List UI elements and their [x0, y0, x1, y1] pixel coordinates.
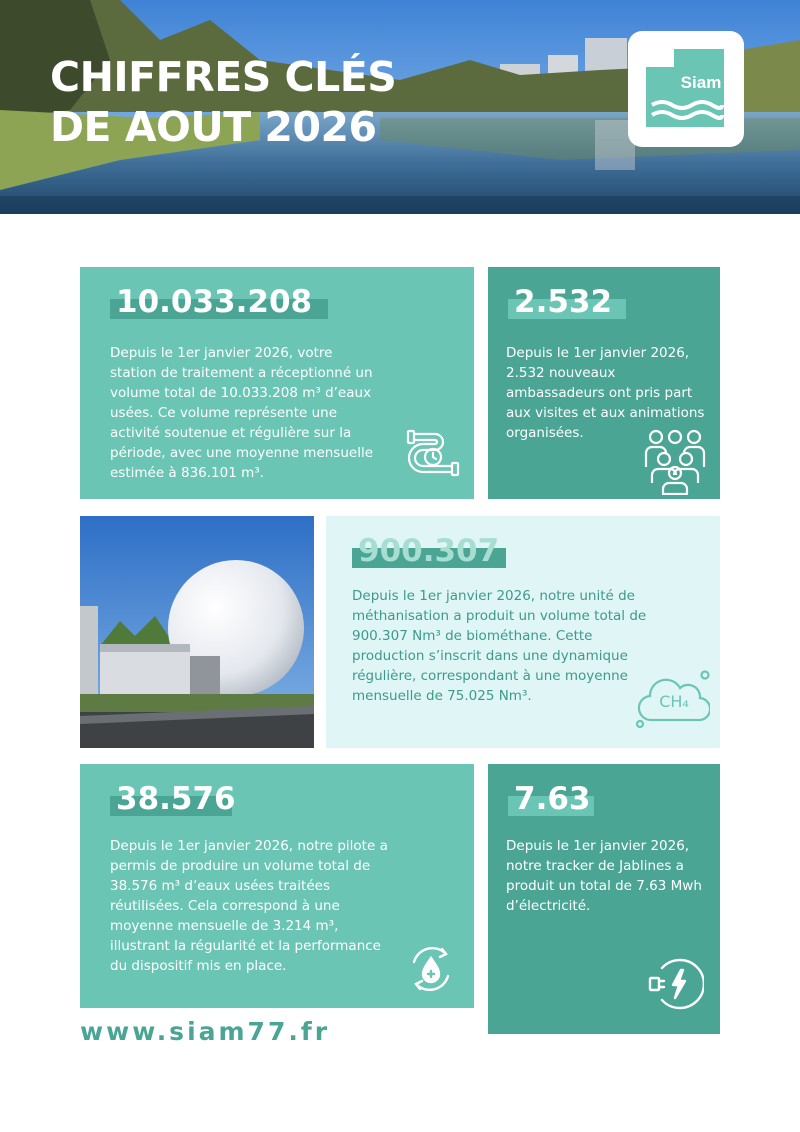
logo-wordmark: Siam: [680, 73, 722, 92]
siam-logo: [628, 31, 744, 147]
stat-value: 2.532: [514, 284, 613, 320]
ch4-cloud-icon: [634, 666, 710, 730]
stat-value: 10.033.208: [116, 284, 313, 320]
stat-description: Depuis le 1er janvier 2026, notre pilote a permis de produire un volume total de 38.576 m³ d’eaux usées traitées réutilisées. Cela correspond à une moyenne mensuelle de 3.214 m³, illustrant la régularité et la performance du dispositif mis en place.: [110, 838, 388, 974]
card-wastewater-volume: [80, 267, 474, 499]
pipe-meter-icon: [405, 427, 461, 487]
stat-value: 38.576: [116, 781, 236, 817]
card-water-reuse: [80, 764, 474, 1008]
card-ambassadors: [488, 267, 720, 499]
stat-description: Depuis le 1er janvier 2026, notre tracker de Jablines a produit un total de 7.63 Mwh d’électricité.: [506, 838, 702, 914]
page-title: CHIFFRES CLÉS DE AOUT 2026: [50, 53, 397, 151]
water-recycle-icon: [406, 944, 456, 998]
stat-description: Depuis le 1er janvier 2026, notre unité de méthanisation a produit un volume total de 900.307 Nm³ de biométhane. Cette production s’inscrit dans une dynamique régulière, correspondant à une moyenne mensuelle de 75.025 Nm³.: [352, 588, 647, 704]
electric-plug-icon: [648, 956, 704, 1016]
card-solar-tracker: [488, 764, 720, 1034]
website-link[interactable]: www.siam77.fr: [80, 1017, 331, 1046]
stat-value: 7.63: [514, 781, 591, 817]
ch4-label: CH₄: [659, 692, 689, 711]
stat-description: Depuis le 1er janvier 2026, 2.532 nouveaux ambassadeurs ont pris part aux visites et aux animations organisées.: [506, 345, 705, 441]
people-group-icon: [642, 427, 708, 499]
header-banner: [0, 0, 800, 214]
biogas-dome-photo: [80, 516, 314, 748]
stat-description: Depuis le 1er janvier 2026, votre station de traitement a réceptionné un volume total de 10.033.208 m³ d’eaux usées. Ce volume représente une activité soutenue et régulière sur la période, avec une moyenne mensuelle estimée à 836.101 m³.: [110, 345, 374, 481]
card-biomethane: [326, 516, 720, 748]
stat-value: 900.307: [358, 533, 500, 569]
